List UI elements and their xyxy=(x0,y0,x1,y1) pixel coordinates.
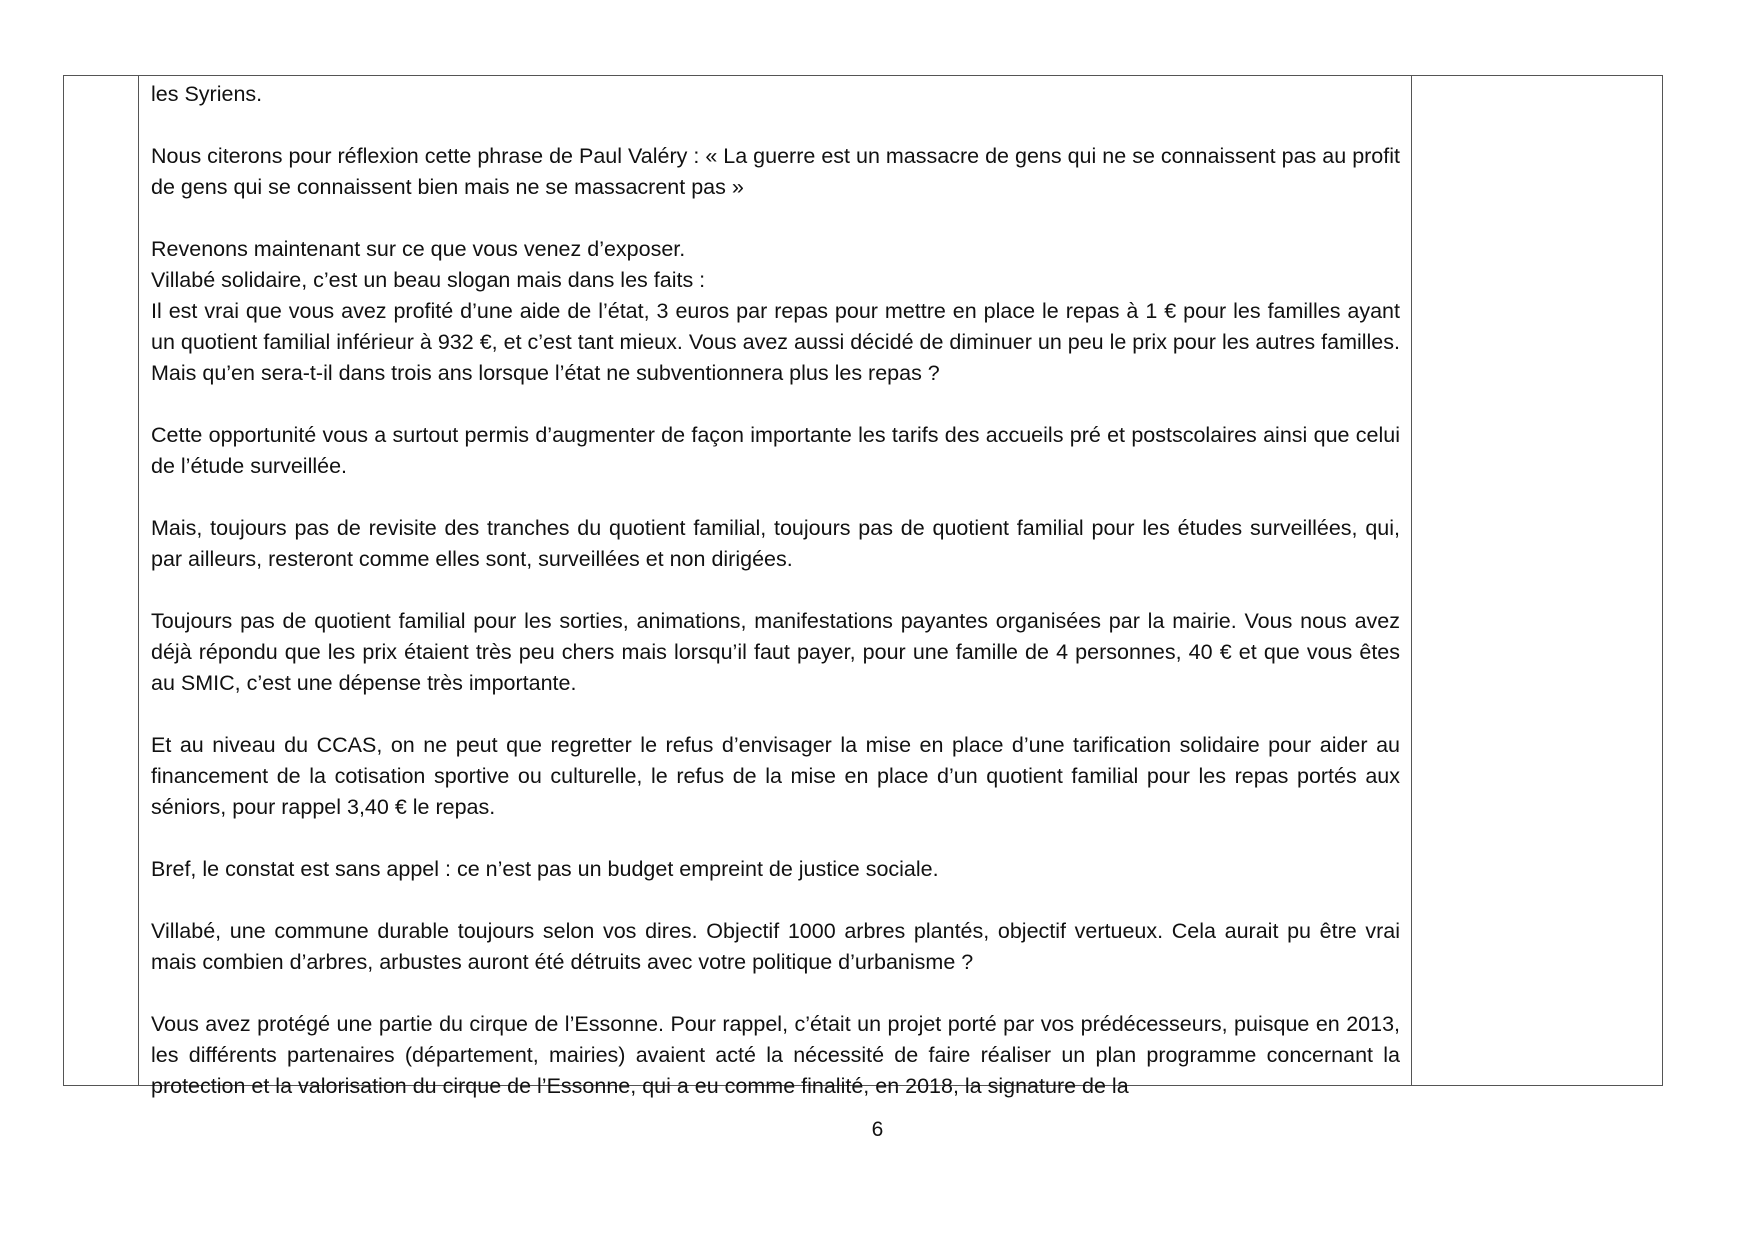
paragraph: Vous avez protégé une partie du cirque de l’Essonne. Pour rappel, c’était un projet porté par vos prédécesseurs, puisque en 2013, les différents partenaires (département, mairies) avaient acté la nécessité de faire réaliser un plan programme concernant la protection et la valorisation du cirque de l’Essonne, qui a eu comme finalité, en 2018, la signature de la xyxy=(151,1012,1400,1098)
paragraph: Et au niveau du CCAS, on ne peut que regretter le refus d’envisager la mise en place d’une tarification solidaire pour aider au financement de la cotisation sportive ou culturelle, le refus de la mise en place d’un quotient familial pour les repas portés aux séniors, pour rappel 3,40 € le repas. xyxy=(151,733,1400,819)
paragraph: Villabé solidaire, c’est un beau slogan mais dans les faits : xyxy=(151,268,706,292)
paragraph: Bref, le constat est sans appel : ce n’est pas un budget empreint de justice sociale. xyxy=(151,857,939,881)
paragraph: Revenons maintenant sur ce que vous venez d’exposer. xyxy=(151,237,686,261)
paragraph: Cette opportunité vous a surtout permis d’augmenter de façon importante les tarifs des accueils pré et postscolaires ainsi que celui de l’étude surveillée. xyxy=(151,423,1400,478)
paragraph: Nous citerons pour réflexion cette phrase de Paul Valéry : « La guerre est un massacre de gens qui ne se connaissent pas au profit de gens qui se connaissent bien mais ne se massacrent pas » xyxy=(151,144,1400,199)
page-number: 6 xyxy=(871,1118,884,1141)
paragraph: Il est vrai que vous avez profité d’une aide de l’état, 3 euros par repas pour mettre en place le repas à 1 € pour les familles ayant un quotient familial inférieur à 932 €, et c’est tant mieux. Vous avez aussi décidé de diminuer un peu le prix pour les autres familles. Mais qu’en sera-t-il dans trois ans lorsque l’état ne subventionnera plus les repas ? xyxy=(151,299,1400,385)
document-table xyxy=(63,75,1663,1098)
table-left-column xyxy=(64,76,139,1085)
paragraph: Villabé, une commune durable toujours selon vos dires. Objectif 1000 arbres plantés, objectif vertueux. Cela aurait pu être vrai mais combien d’arbres, arbustes auront été détruits avec votre politique d’urbanisme ? xyxy=(151,919,1400,974)
table-main-column xyxy=(139,76,1412,1098)
paragraph: Mais, toujours pas de revisite des tranches du quotient familial, toujours pas de quotient familial pour les études surveillées, qui, par ailleurs, resteront comme elles sont, surveillées et non dirigées. xyxy=(151,516,1400,571)
paragraph: les Syriens. xyxy=(151,82,263,106)
table-right-column xyxy=(1412,76,1662,1085)
paragraph: Toujours pas de quotient familial pour les sorties, animations, manifestations payantes organisées par la mairie. Vous nous avez déjà répondu que les prix étaient très peu chers mais lorsqu’il faut payer, pour une famille de 4 personnes, 40 € et que vous êtes au SMIC, c’est une dépense très importante. xyxy=(151,609,1400,695)
